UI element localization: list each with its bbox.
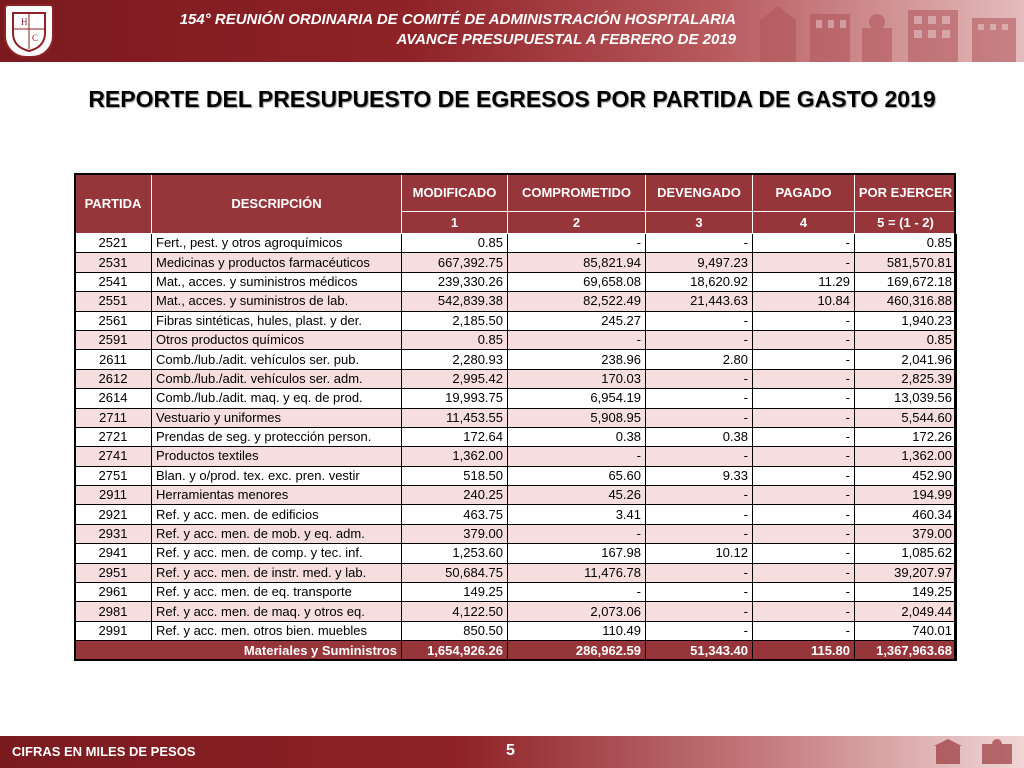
cell-partida: 2614	[75, 389, 152, 408]
table-body	[75, 234, 957, 641]
cell-devengado: -	[646, 583, 753, 602]
cell-pagado: -	[753, 369, 855, 388]
hospital-crest-icon	[4, 4, 54, 58]
header-partida: PARTIDA	[75, 174, 152, 234]
table-row	[75, 369, 957, 388]
cell-comprometido: -	[508, 330, 646, 349]
cell-por-ejercer: 379.00	[855, 524, 957, 543]
table-row	[75, 408, 957, 427]
cell-comprometido: 65.60	[508, 466, 646, 485]
cell-devengado: -	[646, 621, 753, 640]
cell-por-ejercer: 169,672.18	[855, 272, 957, 291]
cell-partida: 2612	[75, 369, 152, 388]
cell-devengado: -	[646, 234, 753, 253]
cell-partida: 2721	[75, 427, 152, 446]
cell-comprometido: 110.49	[508, 621, 646, 640]
cell-devengado: 9,497.23	[646, 253, 753, 272]
cell-modificado: 240.25	[402, 486, 508, 505]
cell-devengado: 2.80	[646, 350, 753, 369]
cell-pagado: 10.84	[753, 292, 855, 311]
cell-partida: 2531	[75, 253, 152, 272]
header-comprometido: COMPROMETIDO	[508, 174, 646, 212]
header-modificado: MODIFICADO	[402, 174, 508, 212]
cell-modificado: 667,392.75	[402, 253, 508, 272]
cell-devengado: -	[646, 369, 753, 388]
cell-por-ejercer: 740.01	[855, 621, 957, 640]
cell-pagado: -	[753, 311, 855, 330]
cell-descripcion: Comb./lub./adit. maq. y eq. de prod.	[152, 389, 402, 408]
cell-comprometido: -	[508, 524, 646, 543]
cell-modificado: 2,185.50	[402, 311, 508, 330]
cell-comprometido: 5,908.95	[508, 408, 646, 427]
cell-descripcion: Ref. y acc. men. de eq. transporte	[152, 583, 402, 602]
cell-pagado: -	[753, 408, 855, 427]
header-banner	[0, 0, 1024, 62]
cell-descripcion: Mat., acces. y suministros médicos	[152, 272, 402, 291]
cell-partida: 2941	[75, 544, 152, 563]
cell-pagado: -	[753, 583, 855, 602]
cell-devengado: 21,443.63	[646, 292, 753, 311]
cell-por-ejercer: 1,085.62	[855, 544, 957, 563]
total-por-ejercer: 1,367,963.68	[855, 641, 957, 661]
cell-descripcion: Ref. y acc. men. de maq. y otros eq.	[152, 602, 402, 621]
cell-devengado: 18,620.92	[646, 272, 753, 291]
cell-por-ejercer: 460.34	[855, 505, 957, 524]
footer-logos-icon	[930, 738, 1024, 766]
total-comprometido: 286,962.59	[508, 641, 646, 661]
cell-por-ejercer: 2,041.96	[855, 350, 957, 369]
cell-partida: 2961	[75, 583, 152, 602]
header-descripcion: DESCRIPCIÓN	[152, 174, 402, 234]
table-row	[75, 330, 957, 349]
cell-devengado: -	[646, 447, 753, 466]
cell-comprometido: -	[508, 447, 646, 466]
cell-partida: 2741	[75, 447, 152, 466]
cell-pagado: -	[753, 350, 855, 369]
header-title	[60, 10, 736, 50]
cell-pagado: -	[753, 234, 855, 253]
cell-descripcion: Mat., acces. y suministros de lab.	[152, 292, 402, 311]
cell-comprometido: 238.96	[508, 350, 646, 369]
cell-devengado: -	[646, 602, 753, 621]
cell-partida: 2951	[75, 563, 152, 582]
cell-modificado: 149.25	[402, 583, 508, 602]
cell-por-ejercer: 452.90	[855, 466, 957, 485]
cell-partida: 2611	[75, 350, 152, 369]
cell-devengado: -	[646, 330, 753, 349]
cell-devengado: -	[646, 311, 753, 330]
cell-descripcion: Herramientas menores	[152, 486, 402, 505]
cell-por-ejercer: 2,825.39	[855, 369, 957, 388]
cell-comprometido: -	[508, 234, 646, 253]
cell-por-ejercer: 13,039.56	[855, 389, 957, 408]
cell-modificado: 19,993.75	[402, 389, 508, 408]
table-row	[75, 311, 957, 330]
cell-pagado: -	[753, 563, 855, 582]
cell-modificado: 4,122.50	[402, 602, 508, 621]
cell-partida: 2921	[75, 505, 152, 524]
cell-descripcion: Ref. y acc. men. de edificios	[152, 505, 402, 524]
cell-comprometido: 6,954.19	[508, 389, 646, 408]
cell-descripcion: Prendas de seg. y protección person.	[152, 427, 402, 446]
cell-descripcion: Comb./lub./adit. vehículos ser. adm.	[152, 369, 402, 388]
table-row	[75, 602, 957, 621]
cell-por-ejercer: 2,049.44	[855, 602, 957, 621]
table-row	[75, 486, 957, 505]
header-col-number: 2	[508, 212, 646, 234]
cell-por-ejercer: 0.85	[855, 234, 957, 253]
cell-pagado: -	[753, 621, 855, 640]
cell-devengado: -	[646, 505, 753, 524]
cell-partida: 2981	[75, 602, 152, 621]
cell-descripcion: Blan. y o/prod. tex. exc. pren. vestir	[152, 466, 402, 485]
table-row	[75, 253, 957, 272]
cell-modificado: 0.85	[402, 330, 508, 349]
cell-modificado: 379.00	[402, 524, 508, 543]
cell-pagado: -	[753, 524, 855, 543]
cell-partida: 2541	[75, 272, 152, 291]
cell-comprometido: -	[508, 583, 646, 602]
table-row	[75, 447, 957, 466]
cell-devengado: -	[646, 486, 753, 505]
cell-pagado: -	[753, 389, 855, 408]
cell-modificado: 1,253.60	[402, 544, 508, 563]
header-devengado: DEVENGADO	[646, 174, 753, 212]
cell-partida: 2591	[75, 330, 152, 349]
cell-pagado: -	[753, 427, 855, 446]
cell-modificado: 2,995.42	[402, 369, 508, 388]
header-col-number: 3	[646, 212, 753, 234]
cell-comprometido: 69,658.08	[508, 272, 646, 291]
cell-devengado: 0.38	[646, 427, 753, 446]
cell-modificado: 50,684.75	[402, 563, 508, 582]
cell-por-ejercer: 581,570.81	[855, 253, 957, 272]
table-row	[75, 389, 957, 408]
cell-pagado: -	[753, 466, 855, 485]
cell-pagado: -	[753, 253, 855, 272]
cell-pagado: -	[753, 486, 855, 505]
table-row	[75, 292, 957, 311]
cell-comprometido: 170.03	[508, 369, 646, 388]
cell-devengado: -	[646, 524, 753, 543]
cell-modificado: 239,330.26	[402, 272, 508, 291]
cell-descripcion: Otros productos químicos	[152, 330, 402, 349]
cell-modificado: 463.75	[402, 505, 508, 524]
cell-por-ejercer: 194.99	[855, 486, 957, 505]
cell-modificado: 0.85	[402, 234, 508, 253]
cell-modificado: 2,280.93	[402, 350, 508, 369]
cell-modificado: 542,839.38	[402, 292, 508, 311]
cell-comprometido: 167.98	[508, 544, 646, 563]
table-row	[75, 544, 957, 563]
cell-descripcion: Fibras sintéticas, hules, plast. y der.	[152, 311, 402, 330]
header-line-2: AVANCE PRESUPUESTAL A FEBRERO DE 2019	[396, 31, 736, 48]
cell-pagado: -	[753, 330, 855, 349]
cell-comprometido: 45.26	[508, 486, 646, 505]
svg-text:H: H	[21, 17, 28, 27]
cell-comprometido: 82,522.49	[508, 292, 646, 311]
budget-table	[74, 173, 957, 661]
header-por-ejercer: POR EJERCER	[855, 174, 957, 212]
footer-note: CIFRAS EN MILES DE PESOS	[12, 744, 196, 759]
table-row	[75, 350, 957, 369]
cell-partida: 2551	[75, 292, 152, 311]
total-row	[75, 641, 957, 661]
cell-partida: 2711	[75, 408, 152, 427]
footer-bar	[0, 736, 1024, 768]
table-row	[75, 524, 957, 543]
svg-text:C: C	[32, 33, 39, 43]
header-col-formula: 5 = (1 - 2)	[855, 212, 957, 234]
cell-modificado: 172.64	[402, 427, 508, 446]
cell-por-ejercer: 460,316.88	[855, 292, 957, 311]
cell-comprometido: 11,476.78	[508, 563, 646, 582]
cell-devengado: -	[646, 389, 753, 408]
cell-partida: 2521	[75, 234, 152, 253]
cell-comprometido: 85,821.94	[508, 253, 646, 272]
header-col-number: 1	[402, 212, 508, 234]
cell-descripcion: Medicinas y productos farmacéuticos	[152, 253, 402, 272]
cell-descripcion: Ref. y acc. men. de instr. med. y lab.	[152, 563, 402, 582]
cell-descripcion: Comb./lub./adit. vehículos ser. pub.	[152, 350, 402, 369]
cell-por-ejercer: 149.25	[855, 583, 957, 602]
header-pagado: PAGADO	[753, 174, 855, 212]
cell-por-ejercer: 5,544.60	[855, 408, 957, 427]
cell-descripcion: Ref. y acc. men. otros bien. muebles	[152, 621, 402, 640]
cell-devengado: 9.33	[646, 466, 753, 485]
page-number: 5	[506, 742, 515, 759]
cell-partida: 2931	[75, 524, 152, 543]
cell-comprometido: 0.38	[508, 427, 646, 446]
cell-por-ejercer: 1,362.00	[855, 447, 957, 466]
cell-devengado: -	[646, 408, 753, 427]
table-row	[75, 427, 957, 446]
total-devengado: 51,343.40	[646, 641, 753, 661]
cell-descripcion: Vestuario y uniformes	[152, 408, 402, 427]
table-row	[75, 234, 957, 253]
cell-partida: 2561	[75, 311, 152, 330]
cell-descripcion: Ref. y acc. men. de comp. y tec. inf.	[152, 544, 402, 563]
cell-pagado: 11.29	[753, 272, 855, 291]
report-title: REPORTE DEL PRESUPUESTO DE EGRESOS POR PARTIDA DE GASTO 2019	[88, 86, 936, 112]
cell-pagado: -	[753, 602, 855, 621]
cell-por-ejercer: 172.26	[855, 427, 957, 446]
cell-partida: 2991	[75, 621, 152, 640]
cell-comprometido: 245.27	[508, 311, 646, 330]
cell-modificado: 518.50	[402, 466, 508, 485]
cell-modificado: 850.50	[402, 621, 508, 640]
table-row	[75, 583, 957, 602]
cell-descripcion: Ref. y acc. men. de mob. y eq. adm.	[152, 524, 402, 543]
hospital-buildings-illustration	[740, 0, 1024, 62]
cell-descripcion: Fert., pest. y otros agroquímicos	[152, 234, 402, 253]
cell-modificado: 1,362.00	[402, 447, 508, 466]
cell-descripcion: Productos textiles	[152, 447, 402, 466]
cell-pagado: -	[753, 447, 855, 466]
cell-por-ejercer: 39,207.97	[855, 563, 957, 582]
table-row	[75, 466, 957, 485]
cell-pagado: -	[753, 544, 855, 563]
table-row	[75, 505, 957, 524]
cell-comprometido: 2,073.06	[508, 602, 646, 621]
header-line-1: 154° REUNIÓN ORDINARIA DE COMITÉ DE ADMINISTRACIÓN HOSPITALARIA	[179, 11, 736, 28]
header-col-number: 4	[753, 212, 855, 234]
cell-partida: 2751	[75, 466, 152, 485]
cell-partida: 2911	[75, 486, 152, 505]
cell-comprometido: 3.41	[508, 505, 646, 524]
total-pagado: 115.80	[753, 641, 855, 661]
total-label: Materiales y Suministros	[75, 641, 402, 661]
total-modificado: 1,654,926.26	[402, 641, 508, 661]
cell-por-ejercer: 0.85	[855, 330, 957, 349]
cell-por-ejercer: 1,940.23	[855, 311, 957, 330]
cell-devengado: -	[646, 563, 753, 582]
cell-pagado: -	[753, 505, 855, 524]
cell-devengado: 10.12	[646, 544, 753, 563]
table-row	[75, 621, 957, 640]
table-row	[75, 563, 957, 582]
cell-modificado: 11,453.55	[402, 408, 508, 427]
table-row	[75, 272, 957, 291]
